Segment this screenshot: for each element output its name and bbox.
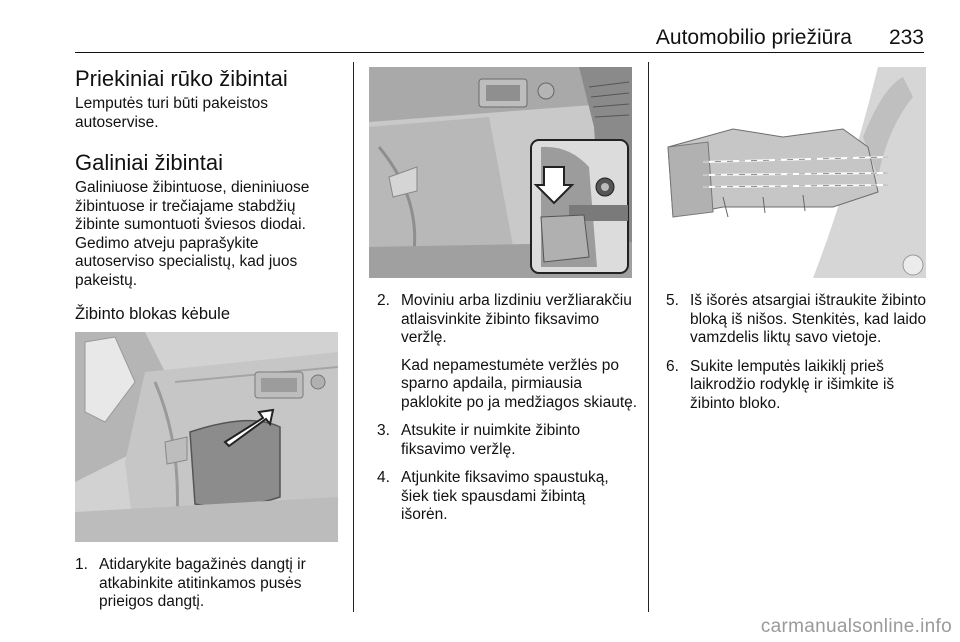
step-2-text: Moviniu arba lizdiniu veržliarakčiu atlaisvinkite žibinto fiksavimo veržlę. [401, 292, 632, 346]
step-4 [377, 469, 639, 525]
page-number: 233 [888, 26, 924, 49]
step-3-text: Atsukite ir nuimkite žibinto fiksavimo veržlę. [401, 422, 581, 458]
tailgate-illustration [75, 332, 338, 542]
column-divider-2 [648, 62, 649, 612]
header-rule [75, 52, 924, 53]
watermark: carmanualsonline.info [760, 616, 952, 637]
subheading-body-light-unit: Žibinto blokas kėbule [75, 305, 231, 323]
section-heading-front-fog: Priekiniai rūko žibintai [75, 66, 288, 91]
step-5 [666, 292, 928, 348]
column-1 [75, 66, 347, 324]
step-5-number: 5. [666, 292, 679, 309]
running-header-title: Automobilio priežiūra [655, 26, 852, 49]
step-2-note: Kad nepamestumėte veržlės po sparno apdaila, pirmiausia paklokite po ja medžiagos skiautę. [401, 356, 638, 411]
light-unit-illustration [663, 67, 926, 278]
step-4-text: Atjunkite fiksavimo spaustuką, šiek tiek spausdami žibintą išorėn. [401, 469, 609, 523]
figure-light-unit-removed [663, 67, 926, 278]
step-3 [377, 422, 639, 459]
column-3-steps [666, 292, 928, 423]
column-1-steps [75, 556, 335, 622]
step-4-number: 4. [377, 469, 390, 486]
front-fog-paragraph: Lemputės turi būti pakeistos autoservise. [75, 95, 268, 131]
step-6-number: 6. [666, 357, 679, 375]
figure-tailgate-access-cover [75, 332, 338, 542]
figure-light-unit-nut [369, 67, 632, 278]
column-2-steps [377, 292, 639, 535]
step-6 [666, 358, 928, 414]
step-1 [75, 556, 335, 612]
nut-removal-illustration [369, 67, 632, 278]
column-divider-1 [353, 62, 354, 612]
rear-lights-paragraph: Galiniuose žibintuose, dieniniuose žibintuose ir trečiajame stabdžių žibinte sumontuoti šviesos diodai. Gedimo atveju paprašykite autoserviso specialistų, kad juos pakeistų. [75, 179, 310, 289]
step-1-number: 1. [75, 556, 88, 573]
step-5-text: Iš išorės atsargiai ištraukite žibinto bloką iš nišos. Stenkitės, kad laido vamzdelis liktų savo vietoje. [690, 292, 927, 346]
step-2-number: 2. [377, 292, 390, 309]
step-1-text: Atidarykite bagažinės dangtį ir atkabinkite atitinkamos pusės prieigos dangtį. [99, 556, 306, 610]
section-heading-rear-lights: Galiniai žibintai [75, 150, 223, 175]
step-2 [377, 292, 639, 412]
step-3-number: 3. [377, 422, 390, 439]
step-6-text: Sukite lemputės laikiklį prieš laikrodžio rodyklę ir išimkite iš žibinto bloko. [690, 357, 895, 412]
